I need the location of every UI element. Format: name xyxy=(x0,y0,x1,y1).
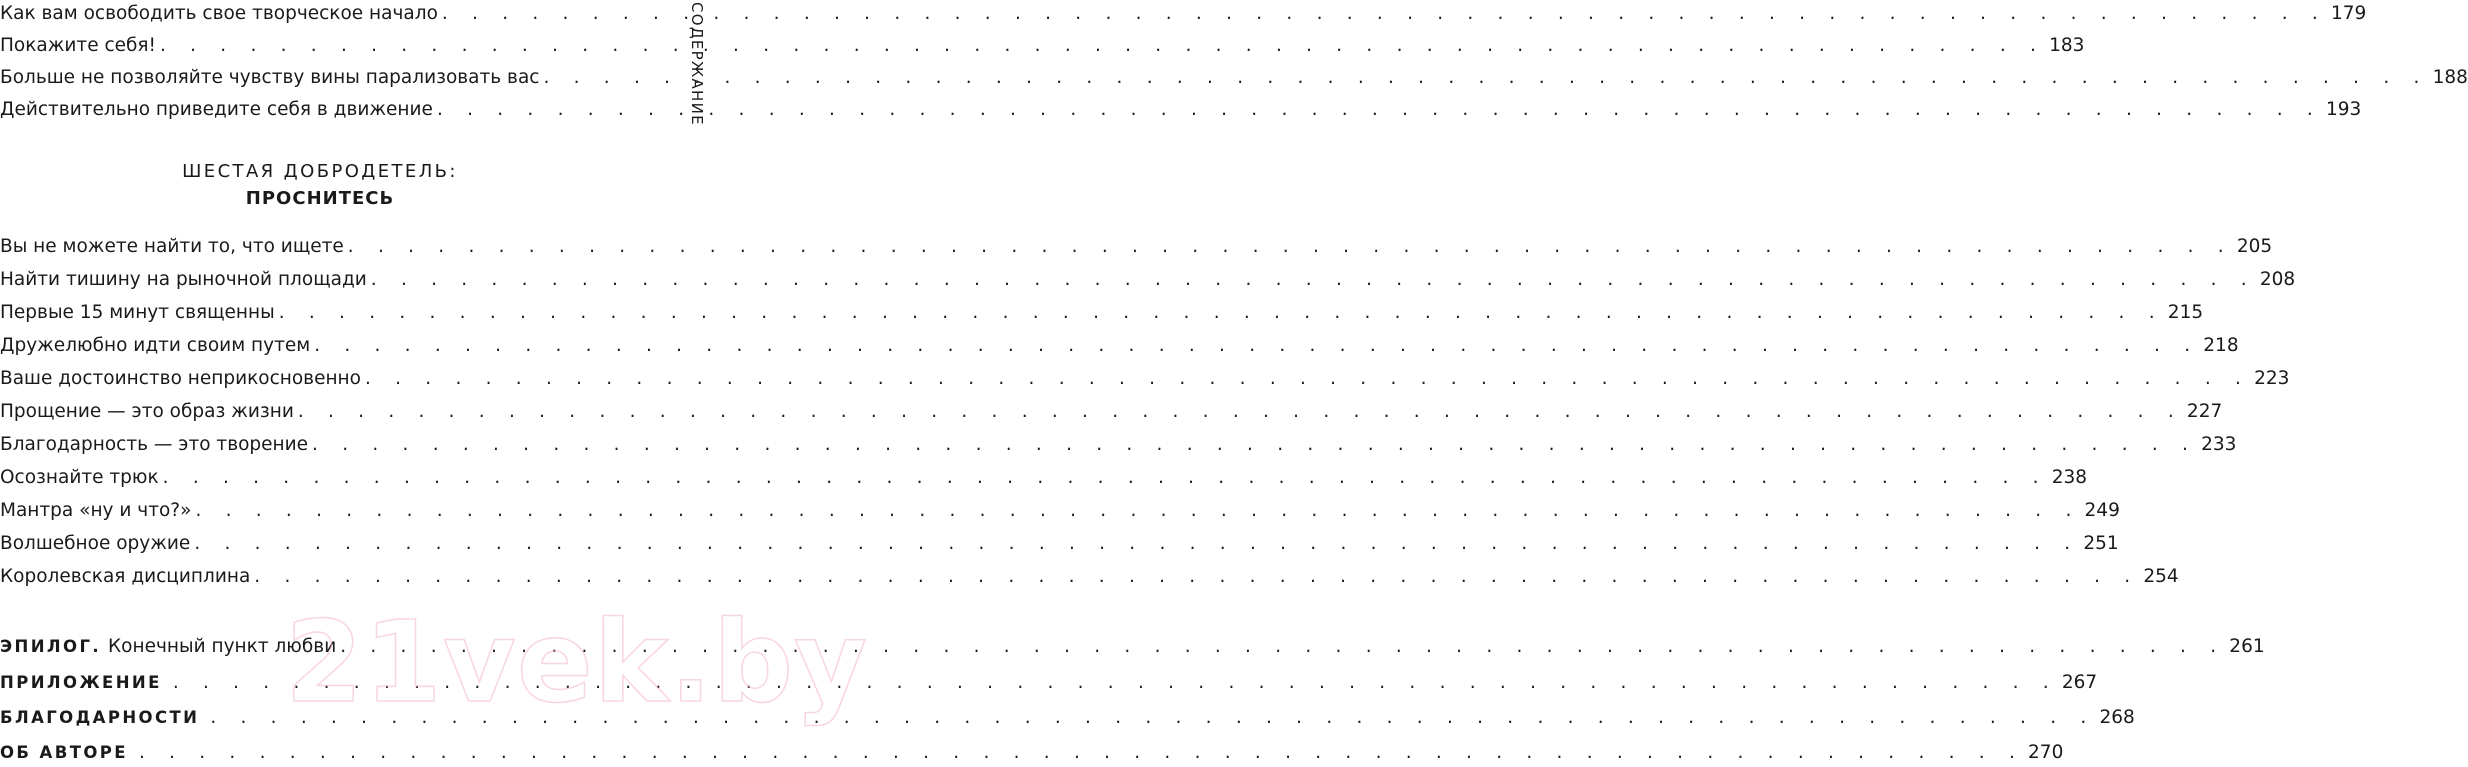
toc-entry[interactable] xyxy=(0,497,2120,525)
toc-entry[interactable] xyxy=(0,96,2362,124)
toc-entry-lead: ПРИЛОЖЕНИЕ xyxy=(0,673,162,692)
toc-leader-dots xyxy=(194,530,2079,558)
toc-entry-epilogue[interactable] xyxy=(0,633,2265,661)
toc-entry-title: Больше не позволяйте чувству вины парализовать вас xyxy=(0,67,540,88)
toc-entry-title: Действительно приведите себя в движение xyxy=(0,99,433,120)
toc-entry-page: 205 xyxy=(2236,236,2273,257)
toc-entry[interactable] xyxy=(0,266,2296,294)
toc-entry-lead: БЛАГОДАРНОСТИ xyxy=(0,708,200,727)
toc-leader-dots xyxy=(160,32,2045,60)
toc-entry-title-wrap xyxy=(0,633,336,661)
toc-entry[interactable] xyxy=(0,299,2204,327)
toc-leader-dots xyxy=(340,633,2225,661)
toc-entry-lead: ОБ АВТОРЕ xyxy=(0,743,128,762)
section-heading-line-2: ПРОСНИТЕСЬ xyxy=(245,188,395,209)
toc-entry-page: 251 xyxy=(2083,533,2119,554)
toc-entry-title: Благодарность — это творение xyxy=(0,434,309,455)
toc-leader-dots xyxy=(139,739,2024,767)
toc-entry-about-author[interactable] xyxy=(0,739,2064,767)
toc-entry[interactable] xyxy=(0,464,2088,492)
toc-entry-title: Мантра «ну и что?» xyxy=(0,500,192,521)
toc-entry[interactable] xyxy=(0,332,2239,360)
toc-leader-dots xyxy=(210,704,2095,732)
toc-entry-title-wrap xyxy=(0,704,206,732)
toc-entry-page: 238 xyxy=(2051,467,2088,488)
toc-leader-dots xyxy=(173,669,2058,697)
toc-entry-lead: ЭПИЛОГ. xyxy=(0,637,102,656)
toc-entry-page: 261 xyxy=(2229,636,2265,657)
toc-leader-dots xyxy=(437,96,2322,124)
toc-leader-dots xyxy=(371,266,2256,294)
toc-entry-title: Как вам освободить свое творческое начало xyxy=(0,3,438,24)
toc-entry-page: 268 xyxy=(2099,707,2135,728)
toc-entry-title: Найти тишину на рыночной площади xyxy=(0,269,367,290)
toc-entry-page: 249 xyxy=(2084,500,2120,521)
toc-entry-acknowledgements[interactable] xyxy=(0,704,2135,732)
toc-entry-title-wrap xyxy=(0,669,169,697)
toc-entry-page: 227 xyxy=(2186,401,2223,422)
toc-entry-appendix[interactable] xyxy=(0,669,2098,697)
toc-entry-page: 179 xyxy=(2330,3,2367,24)
toc-entry[interactable] xyxy=(0,563,2179,591)
toc-entry-title-wrap xyxy=(0,739,135,767)
toc-leader-dots xyxy=(312,431,2197,459)
toc-entry[interactable] xyxy=(0,0,2367,28)
toc-entry-page: 188 xyxy=(2432,67,2468,88)
toc-entry-page: 233 xyxy=(2201,434,2237,455)
toc-entry-title: Волшебное оружие xyxy=(0,533,191,554)
toc-leader-dots xyxy=(348,233,2233,261)
toc-entry-page: 267 xyxy=(2061,672,2098,693)
toc-entry-page: 215 xyxy=(2167,302,2204,323)
toc-entry[interactable] xyxy=(0,233,2273,261)
toc-entry-title: Дружелюбно идти своим путем xyxy=(0,335,311,356)
toc-leader-dots xyxy=(543,64,2428,92)
toc-entry-page: 193 xyxy=(2326,99,2362,120)
watermark: 21vek.by xyxy=(285,598,869,728)
toc-entry[interactable] xyxy=(0,32,2085,60)
toc-entry-title: Прощение — это образ жизни xyxy=(0,401,294,422)
toc-entry[interactable] xyxy=(0,398,2223,426)
side-label: СОДЕРЖАНИЕ xyxy=(688,2,706,126)
toc-entry-page: 270 xyxy=(2028,742,2064,763)
toc-leader-dots xyxy=(254,563,2139,591)
toc-entry-title: Осознайте трюк xyxy=(0,467,159,488)
section-heading-line-1: ШЕСТАЯ ДОБРОДЕТЕЛЬ: xyxy=(182,161,458,182)
toc-entry-page: 254 xyxy=(2143,566,2179,587)
toc-leader-dots xyxy=(442,0,2327,28)
toc-entry-page: 218 xyxy=(2203,335,2239,356)
toc-leader-dots xyxy=(163,464,2048,492)
toc-entry-page: 183 xyxy=(2049,35,2085,56)
toc-entry[interactable] xyxy=(0,64,2468,92)
toc-entry-page: 223 xyxy=(2254,368,2290,389)
toc-leader-dots xyxy=(195,497,2080,525)
toc-leader-dots xyxy=(365,365,2250,393)
toc-entry-title: Первые 15 минут священны xyxy=(0,302,275,323)
toc-entry-title: Королевская дисциплина xyxy=(0,566,251,587)
toc-leader-dots xyxy=(279,299,2164,327)
toc-entry-title: Конечный пункт любви xyxy=(108,636,337,657)
toc-entry[interactable] xyxy=(0,530,2119,558)
toc-entry[interactable] xyxy=(0,431,2237,459)
toc-entry[interactable] xyxy=(0,365,2290,393)
toc-entry-title: Ваше достоинство неприкосновенно xyxy=(0,368,361,389)
toc-leader-dots xyxy=(314,332,2199,360)
toc-entry-title: Вы не можете найти то, что ищете xyxy=(0,236,344,257)
toc-leader-dots xyxy=(298,398,2183,426)
toc-entry-page: 208 xyxy=(2259,269,2296,290)
toc-entry-title: Покажите себя! xyxy=(0,35,156,56)
